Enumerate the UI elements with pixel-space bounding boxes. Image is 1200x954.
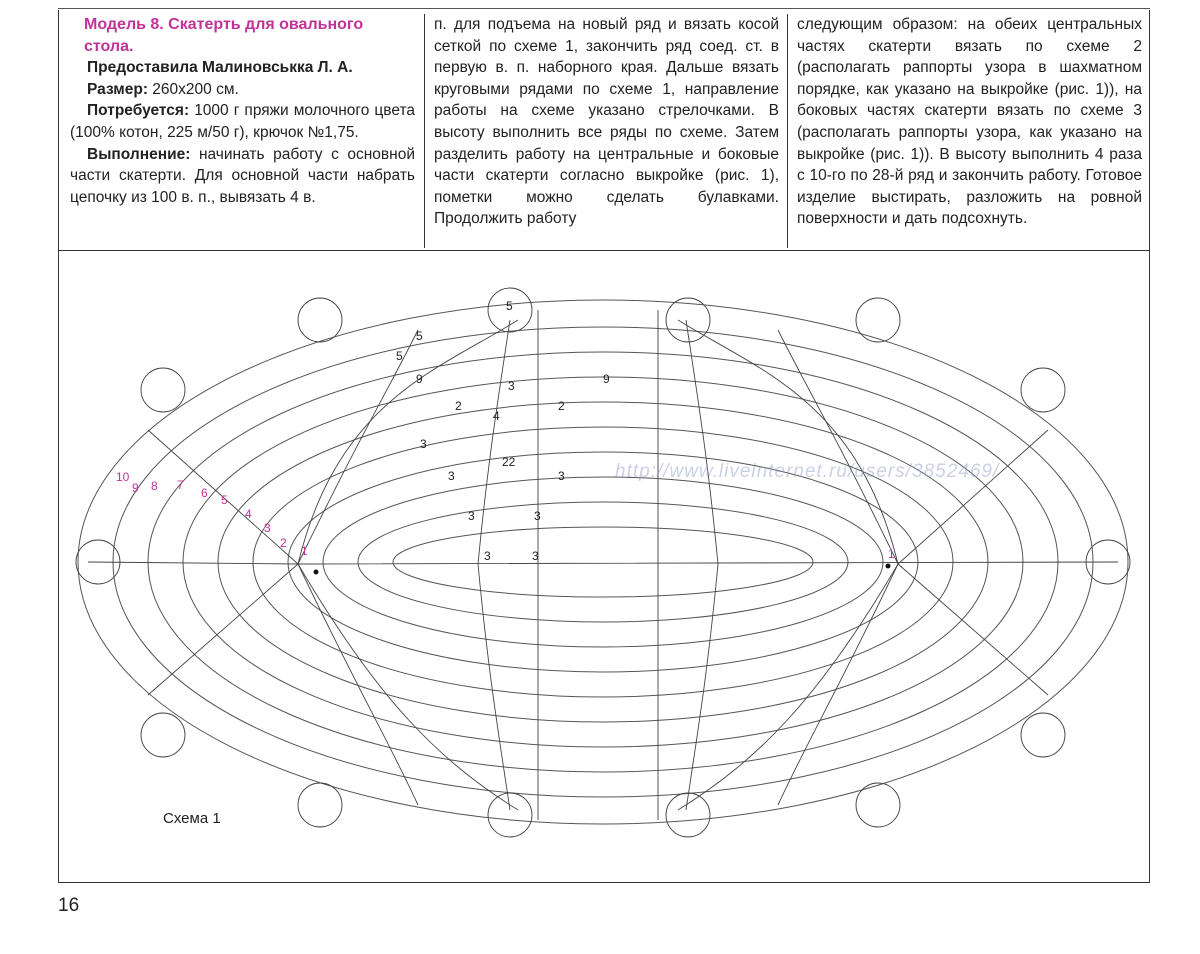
text-column-2 <box>434 14 779 230</box>
motif-number: 3 <box>468 509 475 523</box>
execution-label: Выполнение: <box>87 145 191 163</box>
materials-label: Потребуется: <box>87 102 190 120</box>
motif-number: 3 <box>532 549 539 563</box>
row-number: 1 <box>301 544 308 558</box>
motif-number: 3 <box>448 469 455 483</box>
model-title-line2: стола. <box>84 37 134 55</box>
row-number: 10 <box>116 470 130 484</box>
text-column-3 <box>797 14 1142 230</box>
section-separator <box>58 250 1150 251</box>
motif-number: 3 <box>558 469 565 483</box>
materials-value: 1000 г пряжи молочного цвета (100% котон, 225 м/50 г), крючок №1,75. <box>70 102 415 141</box>
motif-number: 22 <box>502 455 516 469</box>
motif-number: 2 <box>455 399 462 413</box>
materials-line <box>70 100 415 143</box>
motif-number: 3 <box>484 549 491 563</box>
execution-value: начинать работу с основной части скатерти. Для основной части набрать цепочку из 100 в. п., вывязать 4 в. <box>70 145 415 206</box>
page-number: 16 <box>58 895 80 916</box>
row-number: 2 <box>280 536 287 550</box>
row-number: 6 <box>201 486 208 500</box>
size-value: 260х200 см. <box>152 80 239 98</box>
row-number: 5 <box>221 493 228 507</box>
column2-paragraph: п. для подъема на новый ряд и вязать косой сеткой по схеме 1, закончить ряд соед. ст. в первую в. п. наборного края. Дальше вязать круговыми рядами по схеме 1, направление работы на схеме указано стрелочками. В высоту выполнить все ряды по схеме. Затем разделить работу на центральные и боковые части скатерти согласно выкройке (рис. 1), пометки можно сделать булавками. Продолжить работу <box>434 16 779 228</box>
model-title <box>70 14 415 57</box>
motif-number: 5 <box>506 299 513 313</box>
row-number-right: 1 <box>888 547 895 561</box>
author-label: Предоставила Малиновськка Л. А. <box>87 59 353 77</box>
motif-number: 9 <box>416 372 423 386</box>
watermark: http://www.liveinternet.ru/users/3852469/ <box>615 461 1000 482</box>
motif-number: 9 <box>603 372 610 386</box>
diagram-fans <box>88 310 1118 820</box>
column-divider-2 <box>787 14 788 248</box>
text-column-1 <box>70 14 415 208</box>
motif-number-labels <box>396 299 610 563</box>
row-number: 4 <box>245 507 252 521</box>
author-line <box>70 57 415 79</box>
row-number: 7 <box>177 478 184 492</box>
crochet-diagram <box>58 280 1150 870</box>
motif-number: 5 <box>396 349 403 363</box>
motif-number: 3 <box>534 509 541 523</box>
column3-paragraph: следующим образом: на обеих центральных частях скатерти вязать по схеме 2 (располагать раппорты узора в шахматном порядке, как указано на выкройке (рис. 1)), на боковых частях скатерти вязать по схеме 3 (располагать раппорты узора, как указано на выкройке (рис. 1)). В высоту выполнить 4 раза с 10-го по 28-й ряд и закончить работу. Готовое изделие выстирать, разложить на ровной поверхности и дать подсохнуть. <box>797 16 1142 228</box>
motif-number: 4 <box>493 409 500 423</box>
column-divider-1 <box>424 14 425 248</box>
motif-number: 3 <box>508 379 515 393</box>
row-number: 3 <box>264 521 271 535</box>
model-title-line1: Модель 8. Скатерть для овального <box>84 16 364 33</box>
size-line <box>70 79 415 101</box>
motif-number: 3 <box>420 437 427 451</box>
motif-number: 2 <box>558 399 565 413</box>
row-number: 8 <box>151 479 158 493</box>
scheme-label: Схема 1 <box>163 810 221 827</box>
row-number-labels <box>116 470 895 561</box>
motif-number: 5 <box>416 329 423 343</box>
row-number: 9 <box>132 481 139 495</box>
size-label: Размер: <box>87 80 148 98</box>
execution-line <box>70 144 415 209</box>
